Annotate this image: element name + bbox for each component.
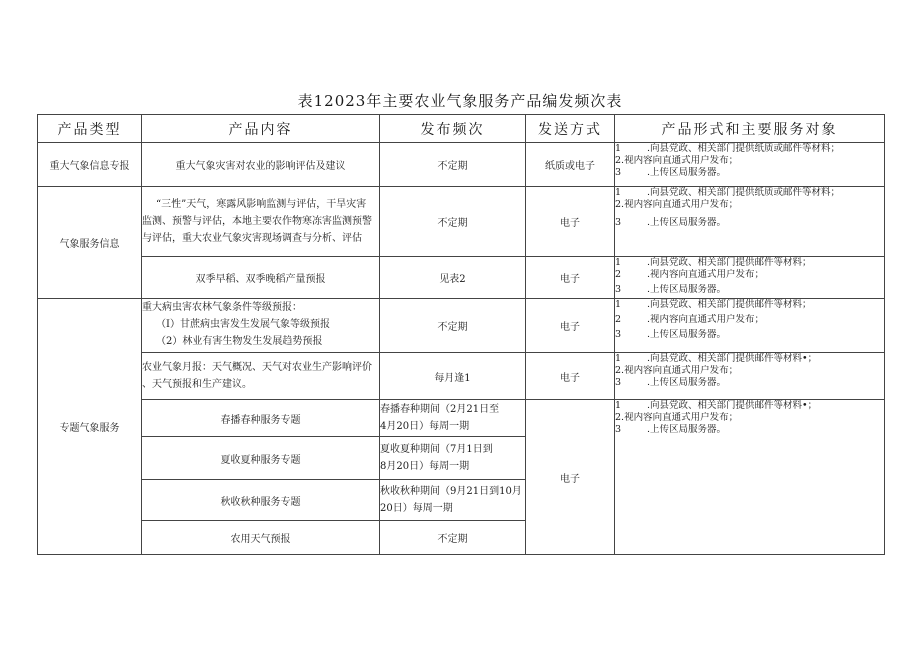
cell-method: 电子 bbox=[526, 187, 615, 257]
cell-product-type: 重大气象信息专报 bbox=[38, 143, 142, 187]
cell-frequency: 不定期 bbox=[380, 299, 526, 353]
cell-service bbox=[615, 299, 885, 353]
cell-product-content: 农业气象月报：天气概况、天气对农业生产影响评价 、天气预报和生产建议。 bbox=[142, 353, 380, 400]
cell-frequency: 春播春种期间（2月21日至 4月20日）每周一期 bbox=[380, 400, 526, 437]
cell-frequency: 不定期 bbox=[380, 143, 526, 187]
cell-product-content: 夏收夏种服务专题 bbox=[142, 437, 380, 480]
cell-service bbox=[615, 353, 885, 400]
cell-product-type: 专题气象服务 bbox=[38, 299, 142, 555]
table-row bbox=[38, 187, 885, 257]
table-row bbox=[38, 257, 885, 299]
cell-frequency: 不定期 bbox=[380, 187, 526, 257]
service-line: 2.视内容向直通式用户发布； bbox=[615, 365, 739, 376]
service-line: 3 .上传区局服务器。 bbox=[615, 217, 727, 228]
service-line: 1 .向县党政、相关部门提供邮件等材料； bbox=[615, 299, 812, 310]
header-product-type: 产品类型 bbox=[38, 115, 142, 143]
document-title: 表12023年主要农业气象服务产品编发频次表 bbox=[297, 92, 623, 110]
header-send-method: 发送方式 bbox=[526, 115, 615, 143]
cell-product-content: 双季早稻、双季晚稻产量预报 bbox=[142, 257, 380, 299]
cell-frequency: 见表2 bbox=[380, 257, 526, 299]
service-line: 2.视内容向直通式用户发布； bbox=[615, 155, 739, 166]
table-row bbox=[38, 400, 885, 437]
service-line: 1 .向县党政、相关部门提供邮件等材料•； bbox=[615, 353, 818, 364]
table-row bbox=[38, 143, 885, 187]
cell-product-type: 气象服务信息 bbox=[38, 187, 142, 299]
cell-product-content: 春播春种服务专题 bbox=[142, 400, 380, 437]
cell-method: 电子 bbox=[526, 400, 615, 555]
table-row bbox=[38, 299, 885, 353]
service-line: 3 .上传区局服务器。 bbox=[615, 167, 727, 178]
cell-product-content: “三性”天气，寒露风影响监测与评估，干旱灾害 监测、预警与评估，本地主要农作物寒冻害监测预警 与评估，重大农业气象灾害现场调查与分析、评估 bbox=[142, 187, 380, 257]
cell-frequency: 夏收夏种期间（7月1日到 8月20日）每周一期 bbox=[380, 437, 526, 480]
service-line: 2 .视内容向直通式用户发布； bbox=[615, 269, 765, 280]
cell-service bbox=[615, 143, 885, 187]
table-header-row bbox=[38, 115, 885, 143]
service-line: 1 .向县党政、相关部门提供纸质或邮件等材料； bbox=[615, 187, 841, 198]
cell-method: 电子 bbox=[526, 257, 615, 299]
service-line: 3 .上传区局服务器。 bbox=[615, 284, 727, 295]
cell-frequency: 秋收秋种期间（9月21日到10月 20日）每周一期 bbox=[380, 480, 526, 521]
table-row bbox=[38, 353, 885, 400]
cell-product-content: 农用天气预报 bbox=[142, 521, 380, 555]
cell-service bbox=[615, 257, 885, 299]
header-product-content: 产品内容 bbox=[142, 115, 380, 143]
service-line: 1 .向县党政、相关部门提供邮件等材料•； bbox=[615, 400, 818, 411]
cell-service bbox=[615, 187, 885, 257]
cell-method: 电子 bbox=[526, 353, 615, 400]
cell-frequency: 不定期 bbox=[380, 521, 526, 555]
service-line: 1 .向县党政、相关部门提供邮件等材料； bbox=[615, 257, 812, 268]
service-line: 2.视内容向直通式用户发布； bbox=[615, 412, 739, 423]
service-line: 3 .上传区局服务器。 bbox=[615, 424, 727, 435]
header-form-and-audience: 产品形式和主要服务对象 bbox=[615, 115, 885, 143]
service-line: 2.视内容向直通式用户发布； bbox=[615, 199, 739, 210]
cell-method: 电子 bbox=[526, 299, 615, 353]
cell-service bbox=[615, 400, 885, 555]
cell-product-content: 秋收秋种服务专题 bbox=[142, 480, 380, 521]
service-line: 3 .上传区局服务器。 bbox=[615, 377, 727, 388]
service-line: 3 .上传区局服务器。 bbox=[615, 329, 727, 340]
service-line: 2 .视内容向直通式用户发布； bbox=[615, 314, 765, 325]
service-line: 1 .向县党政、相关部门提供纸质或邮件等材料； bbox=[615, 143, 841, 154]
cell-frequency: 每月逢1 bbox=[380, 353, 526, 400]
cell-product-content: 重大气象灾害对农业的影响评估及建议 bbox=[142, 143, 380, 187]
header-release-frequency: 发布频次 bbox=[380, 115, 526, 143]
cell-product-content: 重大病虫害农林气象条件等级预报： （I）甘蔗病虫害发生发展气象等级预报 （2）林业有害生物发生发展趋势预报 bbox=[142, 299, 380, 353]
product-frequency-table bbox=[37, 114, 885, 555]
cell-method: 纸质或电子 bbox=[526, 143, 615, 187]
